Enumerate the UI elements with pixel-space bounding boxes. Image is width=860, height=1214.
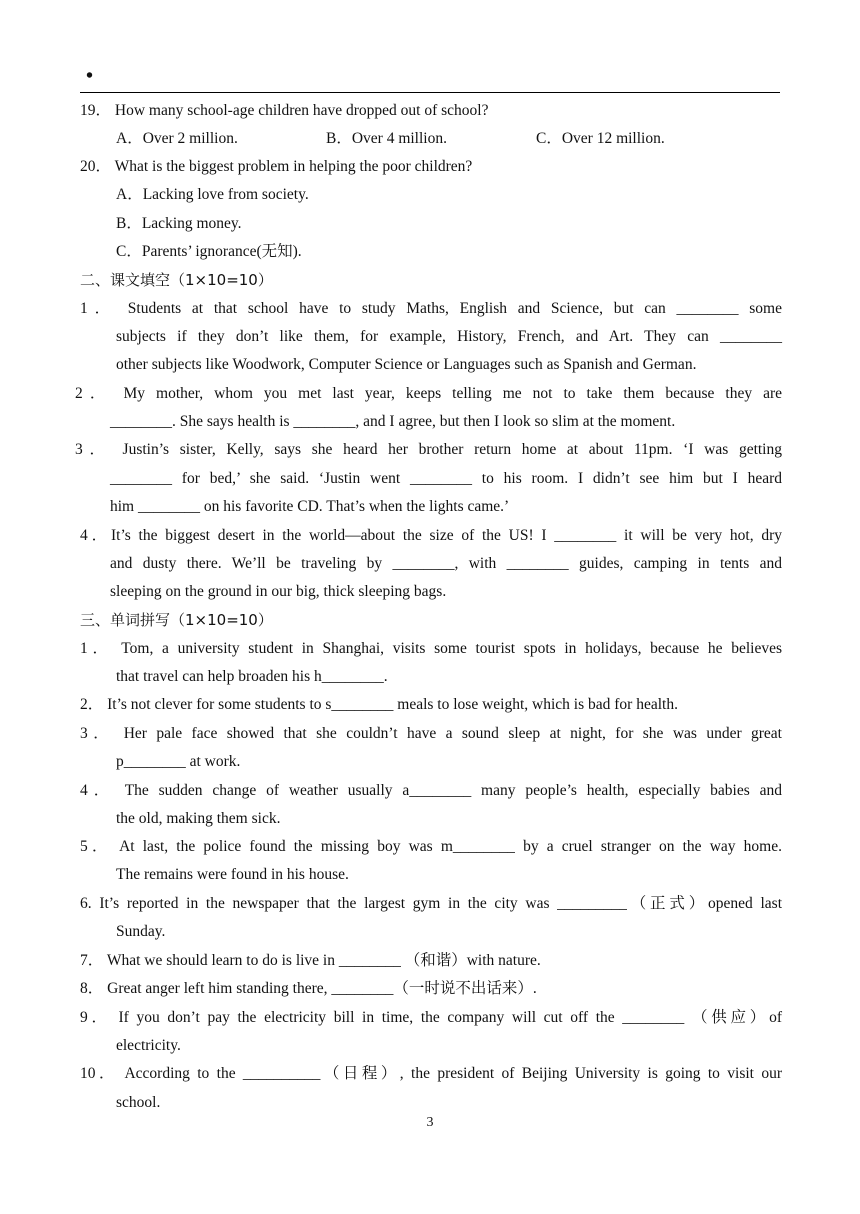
question-20-option-a: A．Lacking love from society. [116, 186, 309, 203]
section-3-item-6-line-1: 6. It’s reported in the newspaper that the largest gym in the city was _________（正式）opened last [80, 895, 782, 912]
section-2-item-1-line-3: other subjects like Woodwork, Computer Science or Languages such as Spanish and German. [116, 356, 697, 373]
section-2-item-4-line-2: and dusty there. We’ll be traveling by ________, with ________ guides, camping in tents and [110, 555, 782, 572]
section-3-item-3-line-1: 3． Her pale face showed that she couldn’t have a sound sleep at night, for she was under great [80, 725, 782, 742]
question-20-stem: 20． What is the biggest problem in helping the poor children? [80, 158, 473, 175]
section-3-item-2-line-1: 2． It’s not clever for some students to s________ meals to lose weight, which is bad for health. [80, 696, 678, 713]
question-20-option-b: B．Lacking money. [116, 215, 242, 232]
section-3-item-1-line-2: that travel can help broaden his h________. [116, 668, 388, 685]
section-3-item-3-line-2: p________ at work. [116, 753, 241, 770]
section-3-item-4-line-2: the old, making them sick. [116, 810, 281, 827]
section-2-item-2-line-2: ________. She says health is ________, and I agree, but then I look so slim at the moment. [110, 413, 676, 430]
question-19-stem: 19． How many school-age children have dropped out of school? [80, 102, 489, 119]
section-2-item-2-line-1: 2． My mother, whom you met last year, keeps telling me not to take them because they are [75, 385, 782, 402]
section-2-heading: 二、课文填空（1×10=10） [80, 271, 273, 289]
page-number: 3 [426, 1115, 434, 1130]
section-2-item-4-line-1: 4．It’s the biggest desert in the world—about the size of the US! I ________ it will be very hot, dry [80, 527, 782, 544]
question-19-option-b: B．Over 4 million. [326, 130, 447, 147]
section-3-heading: 三、单词拼写（1×10=10） [80, 611, 273, 629]
section-2-item-3-line-1: 3． Justin’s sister, Kelly, says she heard her brother return home at about 11pm. ‘I was getting [75, 441, 782, 458]
section-3-item-6-line-2: Sunday. [116, 923, 166, 940]
section-3-item-9-line-1: 9． If you don’t pay the electricity bill in time, the company will cut off the ________ （供应）of [80, 1009, 782, 1026]
section-2-item-3-line-3: him ________ on his favorite CD. That’s when the lights came.’ [110, 498, 510, 515]
section-3-item-8-line-1: 8． Great anger left him standing there, ________（一时说不出话来）. [80, 980, 537, 997]
section-3-item-10-line-1: 10． According to the __________（日程）, the president of Beijing University is going to visit our [80, 1065, 782, 1082]
section-2-item-1-line-1: 1． Students at that school have to study Maths, English and Science, but can ________ some [80, 300, 782, 317]
section-3-item-10-line-2: school. [116, 1094, 161, 1111]
question-19-option-a: A．Over 2 million. [116, 130, 238, 147]
header-bullet: • [86, 65, 94, 87]
section-3-item-7-line-1: 7． What we should learn to do is live in ________ （和谐）with nature. [80, 952, 541, 969]
section-3-item-9-line-2: electricity. [116, 1037, 181, 1054]
header-rule [80, 92, 780, 93]
question-20-option-c: C．Parents’ ignorance(无知). [116, 243, 302, 260]
section-3-item-4-line-1: 4． The sudden change of weather usually a________ many people’s health, especially babies and [80, 782, 782, 799]
section-2-item-1-line-2: subjects if they don’t like them, for example, History, French, and Art. They can ________ [116, 328, 782, 345]
section-3-item-1-line-1: 1． Tom, a university student in Shanghai, visits some tourist spots in holidays, because he believes [80, 640, 782, 657]
section-3-item-5-line-2: The remains were found in his house. [116, 866, 349, 883]
section-3-item-5-line-1: 5． At last, the police found the missing boy was m________ by a cruel stranger on the way home. [80, 838, 782, 855]
section-2-item-3-line-2: ________ for bed,’ she said. ‘Justin went ________ to his room. I didn’t see him but I heard [110, 470, 782, 487]
section-2-item-4-line-3: sleeping on the ground in our big, thick sleeping bags. [110, 583, 447, 600]
question-19-option-c: C．Over 12 million. [536, 130, 665, 147]
